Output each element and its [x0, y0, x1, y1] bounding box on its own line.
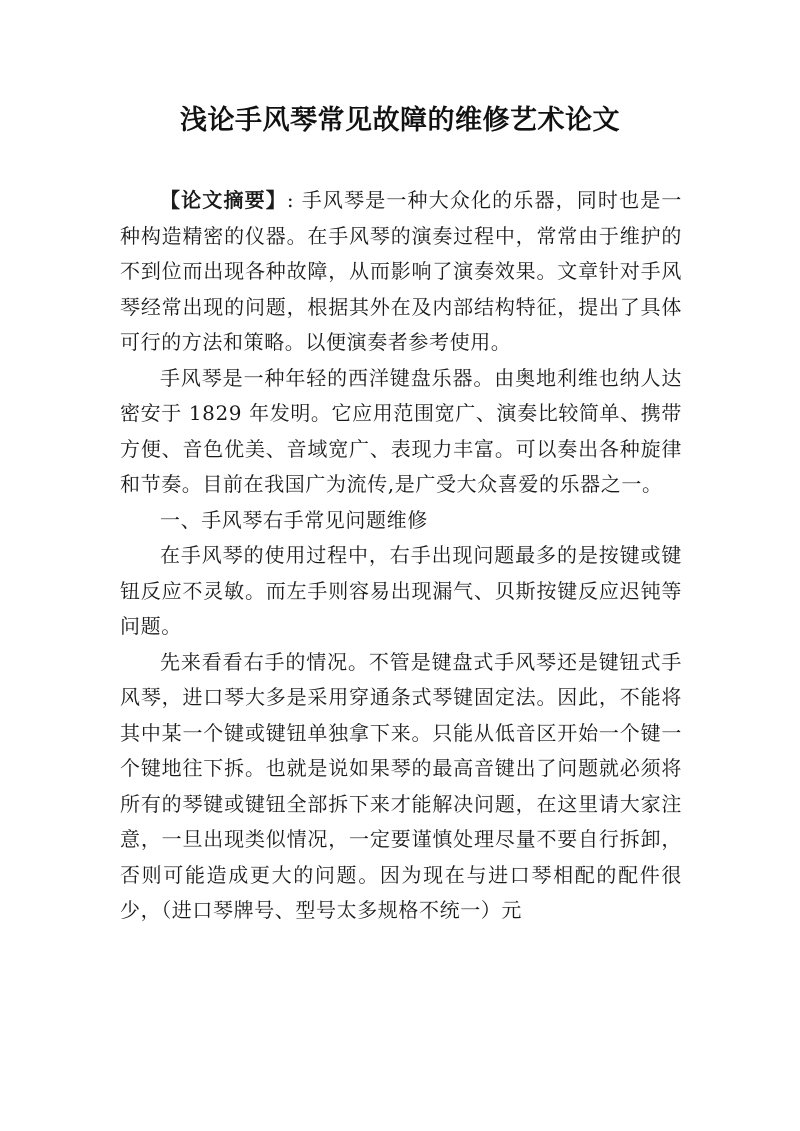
section-heading-1: 一、手风琴右手常见问题维修: [160, 507, 428, 532]
paragraph-intro: 手风琴是一种年轻的西洋键盘乐器。由奥地利维也纳人达密安于 1829 年发明。它应用范围宽广、演奏比较简单、携带方便、音色优美、音域宽广、表现力丰富。可以奏出各种旋律和节奏。目前在我国广为流传,是广受大众喜爱的乐器之一。: [120, 365, 682, 496]
paragraph-right-hand-issues: 在手风琴的使用过程中，右手出现问题最多的是按键或键钮反应不灵敏。而左手则容易出现漏气、贝斯按键反应迟钝等问题。: [120, 543, 682, 638]
document-title: 浅论手风琴常见故障的维修艺术论文: [180, 105, 620, 136]
abstract-paragraph: [120, 183, 682, 361]
paragraph-right-hand-detail: 先来看看右手的情况。不管是键盘式手风琴还是键钮式手风琴，进口琴大多是采用穿通条式琴键固定法。因此，不能将其中某一个键或键钮单独拿下来。只能从低音区开始一个键一个键地往下拆。也就是说如果琴的最高音键出了问题就必须将所有的琴键或键钮全部拆下来才能解决问题，在这里请大家注意，一旦出现类似情况，一定要谨慎处理尽量不要自行拆卸，否则可能造成更大的问题。因为现在与进口琴相配的配件很少，（进口琴牌号、型号太多规格不统一）元: [120, 649, 682, 922]
abstract-label: 【论文摘要】: [160, 188, 287, 212]
abstract-text: : 手风琴是一种大众化的乐器，同时也是一种构造精密的仪器。在手风琴的演奏过程中，常常由于维护的不到位而出现各种故障，从而影响了演奏效果。文章针对手风琴经常出现的问题，根据其外在及内部结构特征，提出了具体可行的方法和策略。以便演奏者参考使用。: [120, 188, 682, 354]
document-body: [120, 183, 682, 929]
